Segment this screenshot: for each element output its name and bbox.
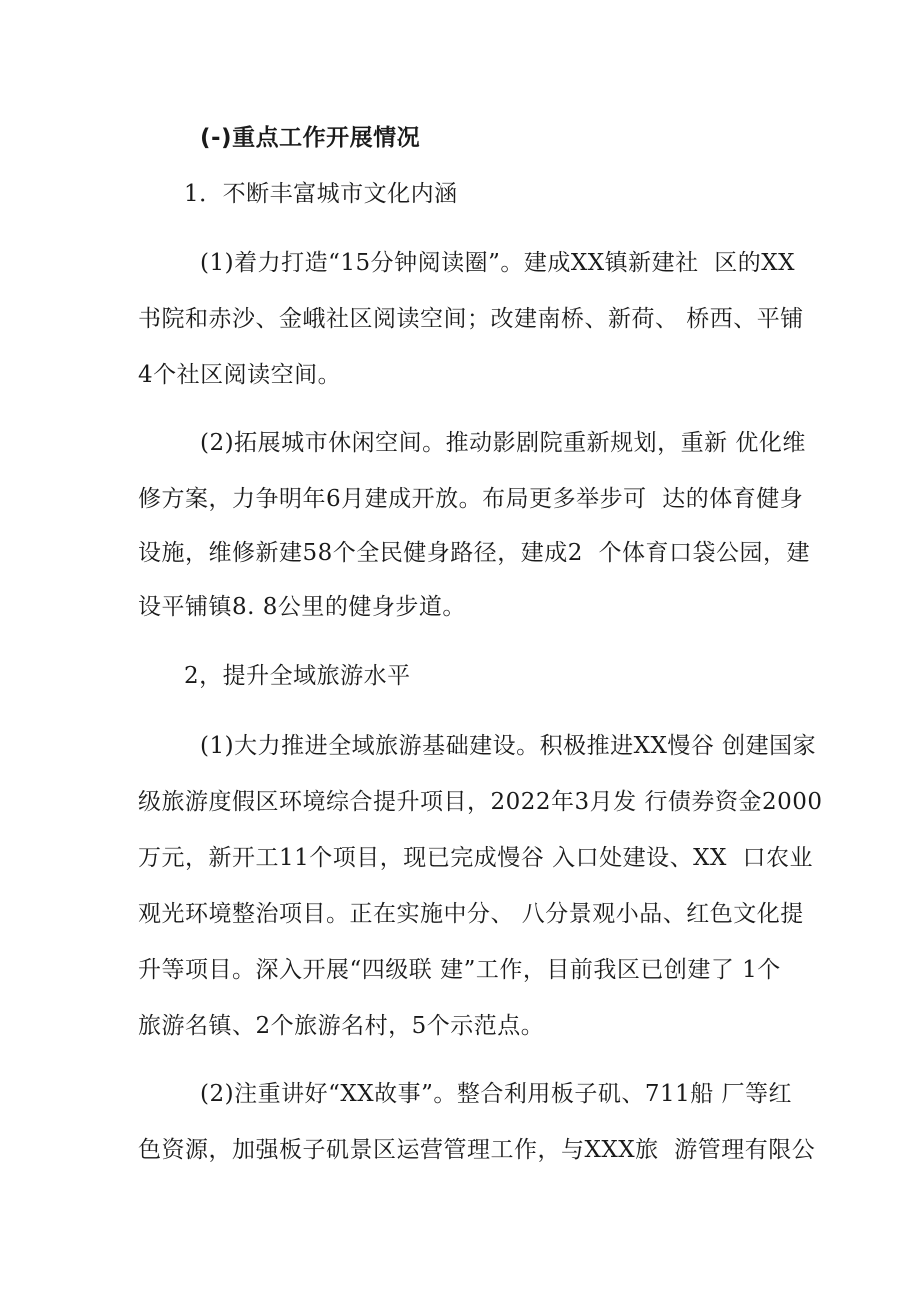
paragraph-3-line-3: 万元，新开工11个项目，现已完成慢谷 入口处建设、XX 口农业 [138,845,813,871]
item-2-title: 2，提升全域旅游水平 [184,663,411,689]
paragraph-3-line-2: 级旅游度假区环境综合提升项目，2022年3月发 行债券资金2000 [138,789,823,815]
paragraph-2-line-4: 设平铺镇8. 8公里的健身步道。 [138,594,466,620]
paragraph-3-line-4: 观光环境整治项目。正在实施中分、 八分景观小品、红色文化提 [138,901,804,927]
paragraph-2-line-1: (2)拓展城市休闲空间。推动影剧院重新规划，重新 优化维 [200,430,806,456]
paragraph-3-line-6: 旅游名镇、2个旅游名村，5个示范点。 [138,1013,545,1039]
paragraph-2-line-3: 设施，维修新建58个全民健身路径，建成2 个体育口袋公园，建 [138,540,811,566]
paragraph-1-line-3: 4个社区阅读空间。 [138,362,342,388]
paragraph-1-line-1: (1)着力打造“15分钟阅读圈”。建成XX镇新建社 区的XX [200,250,795,276]
section-heading: (-)重点工作开展情况 [200,125,421,151]
paragraph-2-line-2: 修方案，力争明年6月建成开放。布局更多举步可 达的体育健身 [138,486,804,512]
paragraph-3-line-5: 升等项目。深入开展“四级联 建”工作，目前我区已创建了 1个 [138,957,781,983]
item-1-title: 1．不断丰富城市文化内涵 [184,181,458,207]
paragraph-4-line-1: (2)注重讲好“XX故事”。整合利用板子矶、711船 厂等红 [200,1081,793,1107]
paragraph-4-line-2: 色资源，加强板子矶景区运营管理工作，与XXX旅 游管理有限公 [138,1137,816,1163]
paragraph-3-line-1: (1)大力推进全域旅游基础建设。积极推进XX慢谷 创建国家 [200,733,817,759]
paragraph-1-line-2: 书院和赤沙、金峨社区阅读空间；改建南桥、新荷、 桥西、平铺 [138,306,804,332]
